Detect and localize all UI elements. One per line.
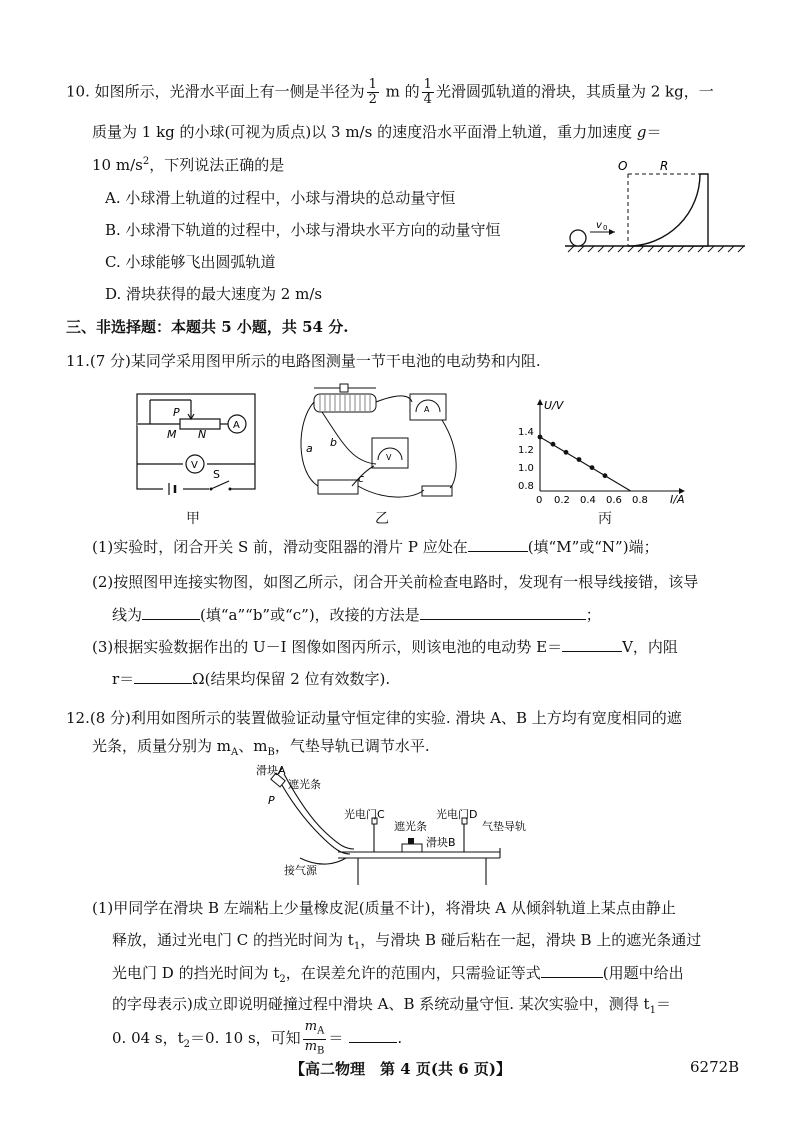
answer-blank-4[interactable] — [562, 635, 622, 652]
svg-text:V: V — [191, 460, 198, 471]
caption-bing: 丙 — [598, 511, 612, 527]
switch-device — [422, 486, 452, 496]
q10-option-b[interactable]: B. 小球滑下轨道的过程中，小球与滑块水平方向的动量守恒 — [105, 221, 501, 239]
data-point — [564, 450, 569, 455]
q10-text: 10. 如图所示，光滑水平面上有一侧是半径为 — [66, 82, 365, 101]
svg-text:滑块A: 滑块A — [256, 764, 286, 777]
svg-text:遮光条: 遮光条 — [288, 778, 321, 791]
radius-fraction: $\frac{1}{2}$ — [368, 77, 377, 107]
q10-line2: 质量为 1 kg 的小球(可视为质点)以 3 m/s 的速度沿水平面滑上轨道，重力加速度 g＝ — [92, 123, 662, 141]
x-tick-label: 0.2 — [554, 495, 570, 505]
quarter-fraction: $\frac{1}{4}$ — [423, 77, 432, 107]
circuit-diagram-jia — [125, 386, 265, 511]
slider-b — [402, 844, 422, 852]
q10-option-d[interactable]: D. 滑块获得的最大速度为 2 m/s — [105, 285, 323, 303]
svg-text:N: N — [198, 428, 207, 441]
data-point — [603, 473, 608, 478]
svg-text:P: P — [173, 406, 180, 419]
svg-text:V: V — [386, 453, 392, 462]
answer-blank-7[interactable] — [349, 1026, 397, 1043]
q12-part1-line5: 0. 04 s，$t_2=0$. 10 s，可知 $\frac{m_A}{m_B}$ ＝ . — [112, 1019, 403, 1057]
q12-part1-line4: 的字母表示)成立即说明碰撞过程中滑块 A、B 系统动量守恒. 某次实验中，测得 $t_1=$ — [112, 995, 671, 1016]
data-point — [590, 465, 595, 470]
v0-label: v — [596, 220, 602, 231]
ui-graph-bing — [510, 395, 690, 505]
x-tick-label: 0.8 — [632, 495, 648, 505]
ball — [570, 230, 586, 246]
battery-device — [318, 480, 358, 494]
section3-heading: 三、非选择题：本题共 5 小题，共 54 分. — [66, 318, 349, 336]
svg-text:遮光条: 遮光条 — [394, 820, 427, 833]
caption-jia: 甲 — [186, 511, 200, 527]
svg-text:光电门C: 光电门C — [344, 808, 385, 821]
x-tick-label: 0 — [536, 495, 543, 505]
svg-text:滑块B: 滑块B — [426, 836, 456, 849]
answer-blank-5[interactable] — [134, 667, 192, 684]
q10-line3: 10 $m/s^2$，下列说法正确的是 — [92, 156, 285, 174]
svg-text:光电门D: 光电门D — [436, 808, 478, 821]
footer-code: 6272B — [690, 1058, 740, 1076]
apparatus-yi — [292, 382, 482, 510]
svg-text:A: A — [233, 420, 240, 431]
y-axis-label: U/V — [544, 399, 564, 412]
svg-text:A: A — [424, 405, 430, 414]
q11-part2-line2: 线为 (填“a”“b”或“c”)，改接的方法是 ； — [112, 603, 601, 626]
svg-text:0: 0 — [603, 224, 608, 232]
footer-page-label: 【高二物理 第 4 页(共 6 页)】 — [290, 1060, 511, 1078]
svg-text:c: c — [358, 472, 365, 485]
y-tick-label: 0.8 — [518, 481, 534, 492]
q12-stem2: 光条，质量分别为 $m_A$、$m_B$，气垫导轨已调节水平. — [92, 737, 430, 758]
q11-part2-line1: (2)按照图甲连接实物图，如图乙所示，闭合开关前检查电路时，发现有一根导线接错，该导 — [92, 573, 699, 591]
q12-part1-line3: 光电门 D 的挡光时间为 $t_2$，在误差允许的范围内，只需验证等式 (用题中给出 — [112, 961, 684, 991]
svg-text:b: b — [330, 436, 337, 449]
x-tick-label: 0.6 — [606, 495, 622, 505]
air-track-figure — [250, 760, 540, 888]
r-label: R — [660, 159, 669, 173]
data-point — [577, 457, 582, 462]
y-tick-label: 1.4 — [518, 427, 534, 438]
q11-stem: 11.(7 分)某同学采用图甲所示的电路图测量一节干电池的电动势和内阻. — [66, 352, 541, 370]
q10-arc-track-figure — [560, 152, 750, 262]
svg-text:M: M — [167, 428, 177, 441]
answer-blank-1[interactable] — [468, 535, 528, 552]
y-tick-label: 1.2 — [518, 445, 534, 456]
answer-blank-2[interactable] — [142, 603, 200, 620]
caption-yi: 乙 — [375, 511, 389, 527]
x-axis-label: I/A — [670, 493, 685, 505]
svg-text:P: P — [268, 794, 275, 807]
mass-ratio-fraction: $\frac{m_A}{m_B}$ — [304, 1019, 325, 1057]
x-tick-label: 0.4 — [580, 495, 596, 505]
q12-part1-line1: (1)甲同学在滑块 B 左端粘上少量橡皮泥(质量不计)，将滑块 A 从倾斜轨道上某点由静止 — [92, 899, 676, 917]
q11-part3-line2: r＝ Ω(结果均保留 2 位有效数字). — [112, 667, 390, 690]
q12-part1-line2: 释放，通过光电门 C 的挡光时间为 $t_1$，与滑块 B 碰后粘在一起，滑块 B 上的遮光条通过 — [112, 931, 702, 952]
q12-stem1: 12.(8 分)利用如图所示的装置做验证动量守恒定律的实验. 滑块 A、B 上方均有宽度相同的遮 — [66, 709, 682, 727]
o-label: O — [618, 159, 628, 173]
q10-option-a[interactable]: A. 小球滑上轨道的过程中，小球与滑块的总动量守恒 — [105, 189, 456, 207]
answer-blank-3[interactable] — [420, 603, 586, 620]
svg-text:a: a — [306, 442, 313, 455]
q10-option-c[interactable]: C. 小球能够飞出圆弧轨道 — [105, 253, 276, 271]
q10-line1: 10. 如图所示，光滑水平面上有一侧是半径为 $\frac{1}{2}$ m 的 $\frac{1}{4}$ 光滑圆弧轨道的滑块，其质量为 2 kg，一 — [66, 77, 714, 107]
answer-blank-6[interactable] — [541, 961, 603, 978]
svg-text:接气源: 接气源 — [284, 864, 317, 877]
svg-text:气垫导轨: 气垫导轨 — [482, 820, 526, 833]
svg-text:S: S — [213, 468, 220, 481]
y-tick-label: 1.0 — [518, 463, 534, 474]
data-point — [551, 442, 556, 447]
q11-part1: (1)实验时，闭合开关 S 前，滑动变阻器的滑片 P 应处在 (填“M”或“N”)端； — [92, 535, 659, 558]
q11-part3-line1: (3)根据实验数据作出的 U－I 图像如图丙所示，则该电池的电动势 E＝ V，内阻 — [92, 635, 678, 658]
